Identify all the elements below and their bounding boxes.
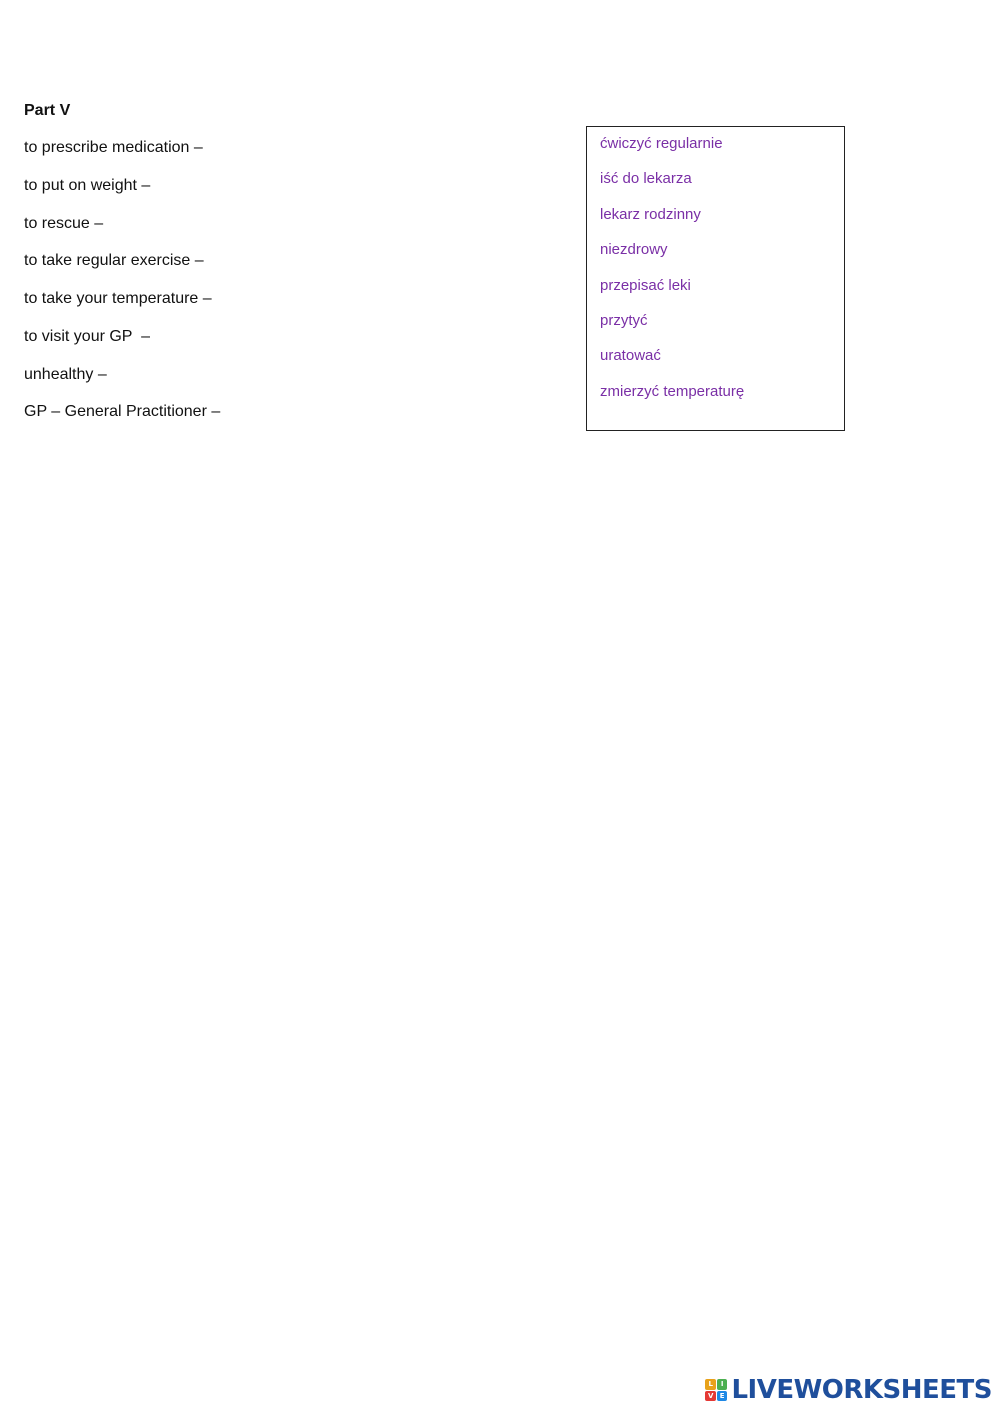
- word-bank-list: [600, 134, 744, 417]
- phrase-item: to visit your GP –: [24, 327, 150, 345]
- liveworksheets-brand[interactable]: [705, 1375, 992, 1405]
- word-bank-item: uratować: [600, 347, 661, 365]
- brand-text: LIVEWORKSHEETS: [731, 1375, 992, 1405]
- phrase-item: to put on weight –: [24, 176, 151, 194]
- logo-tile: I: [717, 1379, 728, 1390]
- word-bank-item: zmierzyć temperaturę: [600, 382, 745, 400]
- logo-tile: L: [705, 1379, 716, 1390]
- phrase-item: GP – General Practitioner –: [24, 403, 221, 421]
- phrase-item: to take regular exercise –: [24, 252, 204, 270]
- logo-tile: V: [705, 1391, 716, 1402]
- word-bank-item: iść do lekarza: [600, 170, 692, 188]
- word-bank-item: ćwiczyć regularnie: [600, 135, 723, 152]
- word-bank-item: niezdrowy: [600, 241, 668, 259]
- phrase-item: to prescribe medication –: [24, 139, 203, 156]
- word-bank-item: lekarz rodzinny: [600, 205, 701, 223]
- phrase-list: [24, 137, 220, 439]
- phrase-item: to rescue –: [24, 214, 104, 232]
- word-bank-box: [586, 126, 845, 431]
- phrase-item: unhealthy –: [24, 365, 107, 383]
- word-bank-item: przytyć: [600, 311, 648, 329]
- logo-tile: E: [717, 1391, 728, 1402]
- page-title: Part V: [24, 102, 71, 119]
- liveworksheets-logo-icon: [705, 1379, 727, 1401]
- word-bank-item: przepisać leki: [600, 276, 691, 294]
- phrase-item: to take your temperature –: [24, 290, 212, 307]
